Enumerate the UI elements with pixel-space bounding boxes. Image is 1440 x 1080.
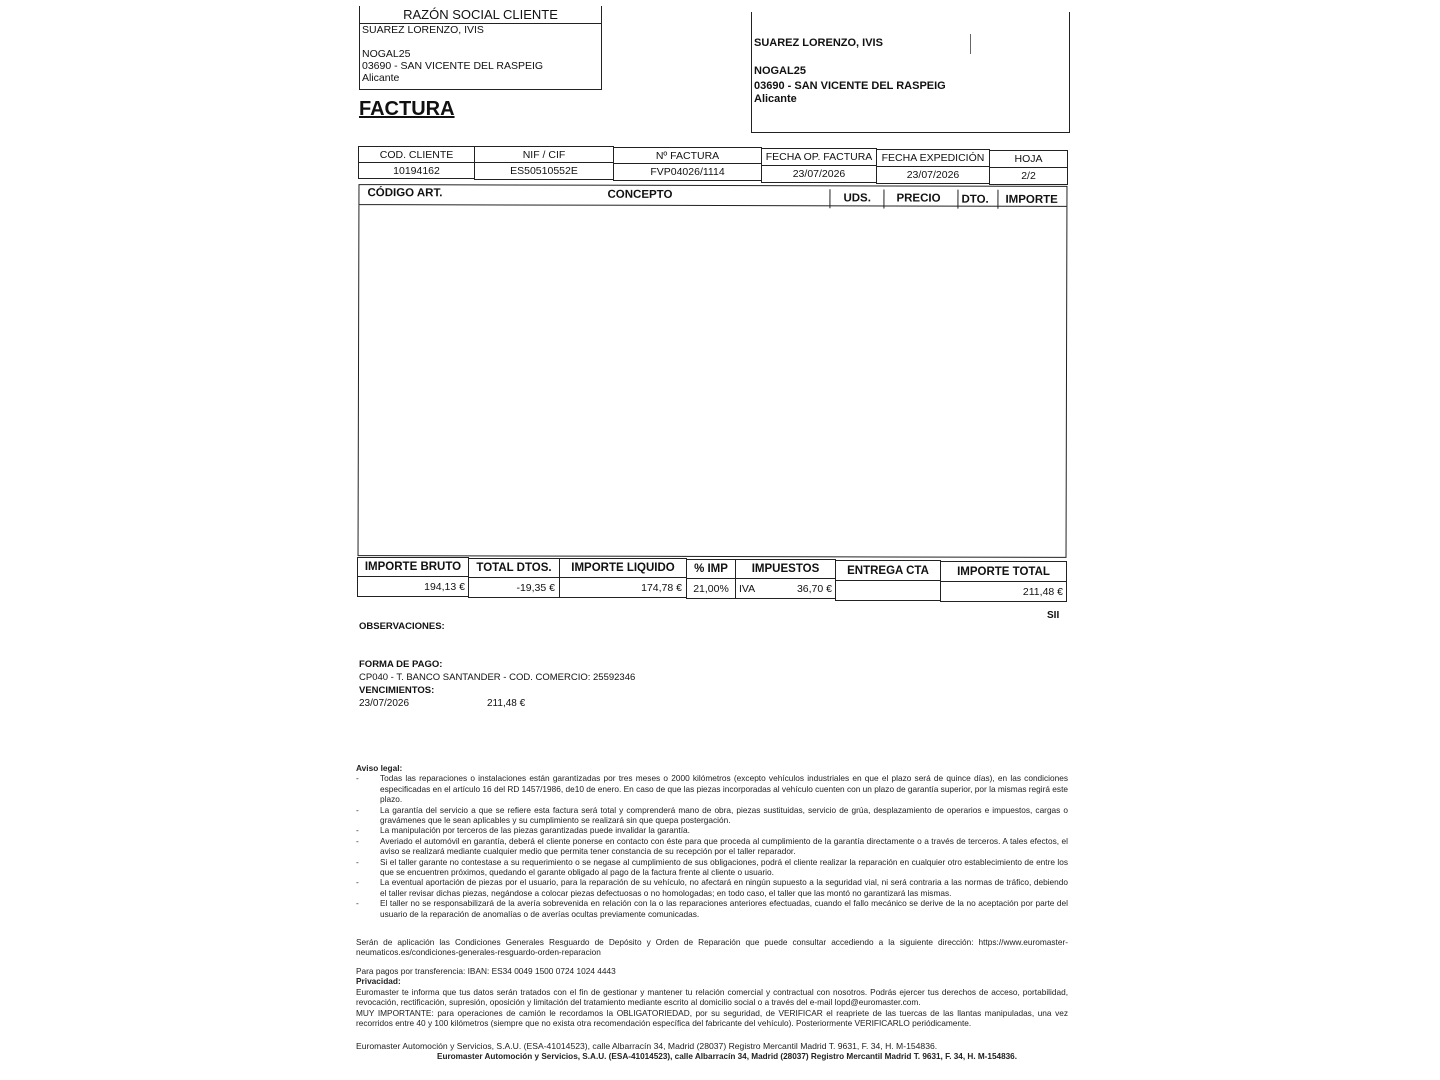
legal-conditions: Serán de aplicación las Condiciones Generales Resguardo de Depósito y Orden de Reparación que puede consultar accediendo a la siguiente dirección: https://www.euromaster-neumaticos.es/condiciones-generales-resguardo-orden-reparacion [356,937,1068,958]
totals-header-total: IMPORTE TOTAL [940,561,1067,582]
value-cell-nif: ES50510552E [474,162,614,180]
value-cell-fecha-exp: 23/07/2026 [876,166,990,184]
col-header-importe: IMPORTE [1005,193,1058,206]
tax-type: IVA [739,582,756,595]
totals-value-liquido: 174,78 € [559,577,687,598]
legal-item: - Todas las reparaciones o instalaciones están garantizadas por tres meses o 2000 kilómetros (excepto vehículos industriales en que el plazo será de quince días), en las condiciones especificadas en el artículo 16 del RD 1457/1986, de10 de enero. En caso de que las piezas incorporadas al vehículo cuenten con un plazo de garantía superior, por la mismas regirá este plazo. [356,773,1068,805]
payment-method: CP040 - T. BANCO SANTANDER - COD. COMERCIO: 25592346 [359,672,636,683]
important-notice: MUY IMPORTANTE: para operaciones de camión le recordamos la OBLIGATORIEDAD, por su seguridad, de VERIFICAR el reapriete de las tuercas de las llantas manipuladas, una vez recorridos entre 40 y 100 kilómetros (siempre que no exista otra recomendación específica del fabricante del vehículo). Posteriormente VERIFICARLO periódicamente. [356,1008,1068,1029]
header-cell-fecha-exp: FECHA EXPEDICIÓN [876,149,990,167]
due-amount: 211,48 € [487,698,526,709]
totals-header-entrega: ENTREGA CTA [835,560,941,581]
totals-value-impuestos [735,578,836,599]
legal-iban: Para pagos por transferencia: IBAN: ES34 0049 1500 0724 1024 4443 [356,966,616,976]
totals-value-bruto: 194,13 € [357,576,469,597]
doc-title: FACTURA [359,98,455,120]
header-cell-factura: Nº FACTURA [613,147,762,164]
lines-table [358,184,1068,558]
scan-mark [970,34,971,54]
totals-value-entrega [835,580,941,601]
value-cell-hoja: 2/2 [989,167,1068,185]
legal-item: - La garantía del servicio a que se refiere esta factura será total y comprenderá mano de obra, piezas sustituidas, servicio de grúa, desplazamiento de operarios e impuestos, cargas o gravámenes que le sean aplicables y su cumplimiento se realizará sin que quepa postergación. [356,804,1068,826]
col-header-dto: DTO. [961,193,989,206]
legal-item: - La eventual aportación de piezas por el usuario, para la reparación de su vehículo, no afectará en ningún supuesto a la seguridad vial, ni será contraria a las normas de tráfico, debiendo el taller revisar dichas piezas, negándose a colocar piezas defectuosas o no homologadas; en todo caso, el taller que las montó no garantizará las mismas. [356,877,1068,898]
company-footer-1: Euromaster Automoción y Servicios, S.A.U. (ESA-41014523), calle Albarracín 34, Madrid (28037) Registro Mercantil Madrid T. 9631, F. 34, H. M-154836. [356,1041,938,1051]
client-box [359,6,602,90]
window-street: NOGAL25 [754,65,806,77]
totals-header-bruto: IMPORTE BRUTO [357,557,469,577]
legal-item: - Averiado el automóvil en garantía, deberá el cliente ponerse en contacto con éste para que proceda al cumplimiento de la garantía directamente o a través de terceros. A tales efectos, el aviso se realizará mediante cualquier medio que permita tener constancia de su recepción por el taller reparador. [356,835,1068,857]
tax-amount: 36,70 € [796,582,832,595]
col-header-concepto: CONCEPTO [607,188,673,201]
client-box-title: RAZÓN SOCIAL CLIENTE [403,7,558,22]
window-city: 03690 - SAN VICENTE DEL RASPEIG [754,80,946,92]
client-street: NOGAL25 [362,48,411,60]
totals-header-pct: % IMP [686,559,736,579]
legal-title: Aviso legal: [356,763,403,773]
company-footer-2: Euromaster Automoción y Servicios, S.A.U. (ESA-41014523), calle Albarracín 34, Madrid (28037) Registro Mercantil Madrid T. 9631, F. 34, H. M-154836. [437,1052,1018,1061]
privacy-title: Privacidad: [356,976,401,986]
privacy-text: Euromaster te informa que tus datos serán tratados con el fin de gestionar y mantener tu relación comercial y contractual con nosotros. Podrás ejercer tus derechos de acceso, portabilidad, revocación, rectificación, supresión, oposición y limitación del tratamiento mediante escrito al domicilio social o a través del e-mail lopd@euromaster.com. [356,987,1068,1008]
client-province: Alicante [362,72,400,84]
header-cell-hoja: HOJA [989,150,1068,168]
totals-value-pct: 21,00% [686,578,736,599]
sii-label: SII [1047,610,1060,621]
window-name: SUAREZ LORENZO, IVIS [754,37,883,49]
col-header-codigo: CÓDIGO ART. [367,187,443,200]
legal-item: - Si el taller garante no contestase a su requerimiento o se negase al cumplimiento de sus obligaciones, podrá el cliente realizar la reparación en cualquier otro establecimiento de entre los que se encuentren próximos, quedando el garante obligado al pago de la factura frente al cliente o usuario. [356,856,1068,878]
value-cell-cod-cliente: 10194162 [358,162,475,179]
legal-notice [356,763,1068,919]
value-cell-fecha-op: 23/07/2026 [761,165,877,183]
totals-value-dtos: -19,35 € [468,577,560,598]
lines-header-underline [359,204,1066,207]
due-label: VENCIMIENTOS: [359,685,435,696]
col-header-uds: UDS. [843,192,871,205]
payment-label: FORMA DE PAGO: [359,659,443,670]
totals-header-liquido: IMPORTE LIQUIDO [559,558,687,578]
totals-header-impuestos: IMPUESTOS [735,559,836,579]
header-cell-fecha-op: FECHA OP. FACTURA [761,148,877,166]
address-window [751,12,1070,133]
value-cell-factura: FVP04026/1114 [613,163,762,181]
col-header-precio: PRECIO [896,192,941,205]
client-name: SUAREZ LORENZO, IVIS [362,24,484,36]
header-cell-cod-cliente: COD. CLIENTE [358,146,475,163]
header-cell-nif: NIF / CIF [474,146,614,163]
totals-value-total: 211,48 € [940,581,1067,602]
totals-header-dtos: TOTAL DTOS. [468,558,560,578]
legal-item: - La manipulación por terceros de las piezas garantizadas puede invalidar la garantía. [356,825,690,836]
due-date: 23/07/2026 [359,698,410,709]
window-province: Alicante [754,93,797,105]
client-city: 03690 - SAN VICENTE DEL RASPEIG [362,60,544,72]
observaciones-label: OBSERVACIONES: [359,621,445,632]
legal-item: - El taller no se responsabilizará de la avería sobrevenida en relación con la o las reparaciones anteriores efectuadas, cuando el fallo mecánico se derive de la no aceptación por parte del usuario de la reparación de anomalías o de averías ocultas previamente comunicadas. [356,898,1068,919]
